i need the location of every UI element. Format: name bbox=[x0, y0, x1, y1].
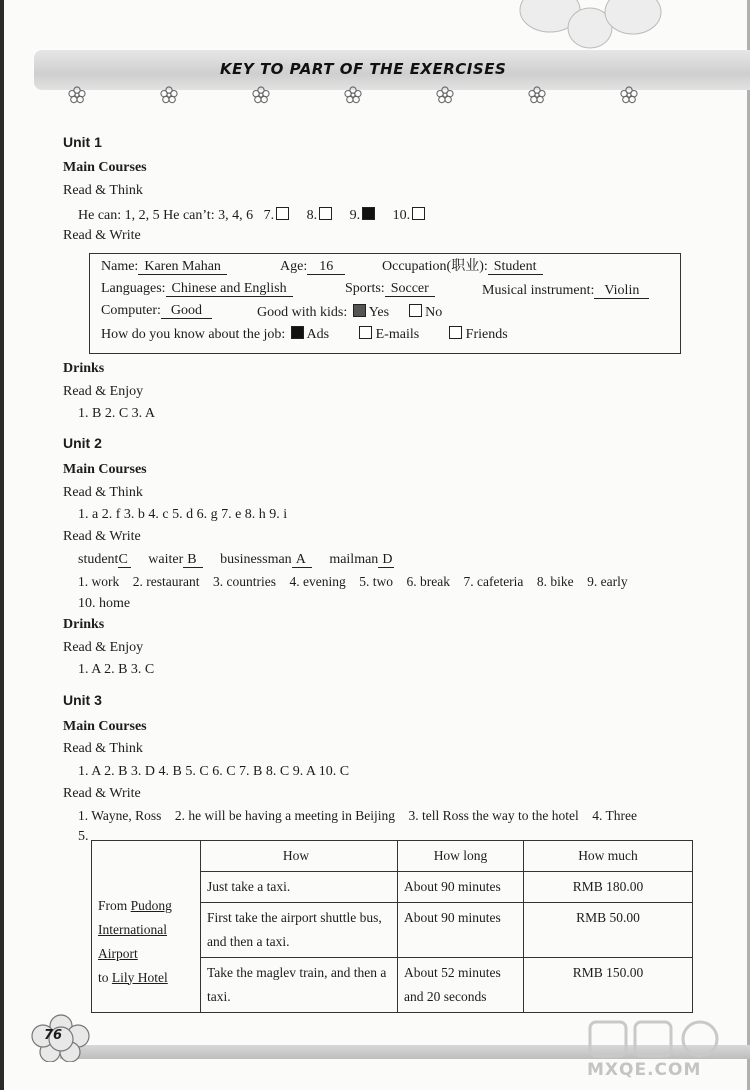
form-know-field: How do you know about the job: Ads E-mails Friends bbox=[101, 327, 508, 342]
box10-label: 10. bbox=[392, 208, 411, 223]
flower-icon bbox=[344, 86, 362, 104]
friends-label: Friends bbox=[465, 327, 508, 342]
page-edge-left bbox=[0, 0, 4, 1090]
page-number: 76 bbox=[44, 1028, 63, 1043]
kids-no-label: No bbox=[425, 305, 443, 320]
box7-label: 7. bbox=[263, 208, 275, 223]
flower-icon bbox=[252, 86, 270, 104]
watermark-text: MXQE.COM bbox=[587, 1060, 702, 1080]
route-from-to-cell: From Pudong International Airport to Lily Hotel bbox=[92, 872, 201, 1013]
form-name-value: Karen Mahan bbox=[138, 260, 227, 275]
flower-icon bbox=[436, 86, 454, 104]
unit2-read-think-answer: 1. a 2. f 3. b 4. c 5. d 6. g 7. e 8. h 9. i bbox=[78, 507, 288, 522]
flower-icon bbox=[68, 86, 86, 104]
unit2-heading: Unit 2 bbox=[63, 435, 102, 451]
row1-how-long: About 90 minutes bbox=[398, 872, 524, 903]
mailman-answer: D bbox=[378, 553, 394, 568]
unit1-read-enjoy: Read & Enjoy bbox=[63, 384, 144, 399]
unit1-read-think-answer-row bbox=[78, 207, 425, 224]
form-languages-value: Chinese and English bbox=[166, 282, 293, 297]
kids-no-empty-box bbox=[409, 304, 422, 317]
unit1-heading: Unit 1 bbox=[63, 134, 102, 150]
row1-how-much: RMB 180.00 bbox=[524, 872, 693, 903]
friends-empty-box bbox=[449, 326, 462, 339]
emails-label: E-mails bbox=[375, 327, 420, 342]
flower-row bbox=[60, 86, 660, 108]
ads-label: Ads bbox=[306, 327, 330, 342]
kids-yes-label: Yes bbox=[368, 305, 390, 320]
unit2-job-match-row: studentC waiter B businessman A mailman D bbox=[78, 552, 393, 567]
row3-how: Take the maglev train, and then a taxi. bbox=[201, 958, 398, 1013]
unit2-read-think: Read & Think bbox=[63, 485, 143, 500]
flower-icon bbox=[528, 86, 546, 104]
unit3-answer-row: 1. Wayne, Ross 2. he will be having a meeting in Beijing 3. tell Ross the way to the hotel 4. Three bbox=[78, 808, 637, 823]
unit1-main-courses: Main Courses bbox=[63, 160, 147, 175]
row2-how-much: RMB 50.00 bbox=[524, 903, 693, 958]
form-age-value: 16 bbox=[307, 260, 345, 275]
waiter-answer: B bbox=[183, 553, 202, 568]
form-instrument-field: Musical instrument: Violin bbox=[482, 283, 649, 299]
form-name-field: Name: Karen Mahan bbox=[101, 259, 227, 275]
row2-how: First take the airport shuttle bus, and then a taxi. bbox=[201, 903, 398, 958]
form-age-field: Age: 16 bbox=[280, 259, 345, 275]
flower-icon bbox=[160, 86, 178, 104]
row3-how-long: About 52 minutes and 20 seconds bbox=[398, 958, 524, 1013]
unit1-read-think-answer: He can: 1, 2, 5 He can’t: 3, 4, 6 bbox=[78, 208, 254, 223]
unit2-main-courses: Main Courses bbox=[63, 462, 147, 477]
form-occupation-field: Occupation(职业): Student bbox=[382, 259, 543, 275]
job-application-form bbox=[89, 253, 681, 354]
form-instrument-value: Violin bbox=[594, 284, 649, 299]
unit3-read-think: Read & Think bbox=[63, 741, 143, 756]
form-computer-field: Computer: Good bbox=[101, 303, 212, 319]
box9-label: 9. bbox=[349, 208, 361, 223]
businessman-answer: A bbox=[292, 553, 312, 568]
watermark-logo bbox=[585, 1018, 730, 1083]
unit1-read-enjoy-answer: 1. B 2. C 3. A bbox=[78, 406, 156, 421]
form-computer-value: Good bbox=[161, 304, 212, 319]
row3-how-much: RMB 150.00 bbox=[524, 958, 693, 1013]
form-sports-field: Sports: Soccer bbox=[345, 281, 435, 297]
row2-how-long: About 90 minutes bbox=[398, 903, 524, 958]
unit3-main-courses: Main Courses bbox=[63, 719, 147, 734]
unit3-heading: Unit 3 bbox=[63, 692, 102, 708]
unit3-read-write: Read & Write bbox=[63, 786, 141, 801]
flower-decoration-icon bbox=[515, 0, 665, 50]
unit2-read-enjoy-answer: 1. A 2. B 3. C bbox=[78, 662, 155, 677]
unit2-read-write: Read & Write bbox=[63, 529, 141, 544]
unit2-words-row: 1. work 2. restaurant 3. countries 4. evening 5. two 6. break 7. cafeteria 8. bike 9. early bbox=[78, 574, 628, 589]
unit2-read-enjoy: Read & Enjoy bbox=[63, 640, 144, 655]
unit1-read-think: Read & Think bbox=[63, 183, 143, 198]
kids-yes-checked-box bbox=[353, 304, 366, 317]
box7-empty-checkbox bbox=[276, 207, 289, 220]
box10-empty-checkbox bbox=[412, 207, 425, 220]
table-header-how: How bbox=[201, 841, 398, 872]
route-table bbox=[91, 840, 693, 1013]
page-number-badge bbox=[30, 1012, 92, 1062]
box9-filled-checkbox bbox=[362, 207, 375, 220]
row1-how: Just take a taxi. bbox=[201, 872, 398, 903]
unit1-drinks: Drinks bbox=[63, 361, 105, 376]
page-title: KEY TO PART OF THE EXERCISES bbox=[220, 60, 507, 78]
ads-checked-box bbox=[291, 326, 304, 339]
table-header-row bbox=[92, 841, 693, 872]
form-kids-field: Good with kids: Yes No bbox=[257, 305, 443, 320]
student-answer: C bbox=[118, 553, 130, 568]
unit2-word10: 10. home bbox=[78, 596, 131, 611]
unit3-q5-label: 5. bbox=[78, 829, 89, 844]
unit1-read-write: Read & Write bbox=[63, 228, 141, 243]
emails-empty-box bbox=[359, 326, 372, 339]
form-languages-field: Languages: Chinese and English bbox=[101, 281, 293, 297]
unit3-read-think-answer: 1. A 2. B 3. D 4. B 5. C 6. C 7. B 8. C 9. A 10. C bbox=[78, 764, 350, 779]
table-header-how-long: How long bbox=[398, 841, 524, 872]
form-sports-value: Soccer bbox=[385, 282, 435, 297]
table-corner-cell bbox=[92, 841, 201, 872]
box8-empty-checkbox bbox=[319, 207, 332, 220]
table-row bbox=[92, 872, 693, 903]
flower-icon bbox=[620, 86, 638, 104]
unit2-drinks: Drinks bbox=[63, 617, 105, 632]
table-header-how-much: How much bbox=[524, 841, 693, 872]
box8-label: 8. bbox=[306, 208, 318, 223]
form-occupation-value: Student bbox=[488, 260, 543, 275]
